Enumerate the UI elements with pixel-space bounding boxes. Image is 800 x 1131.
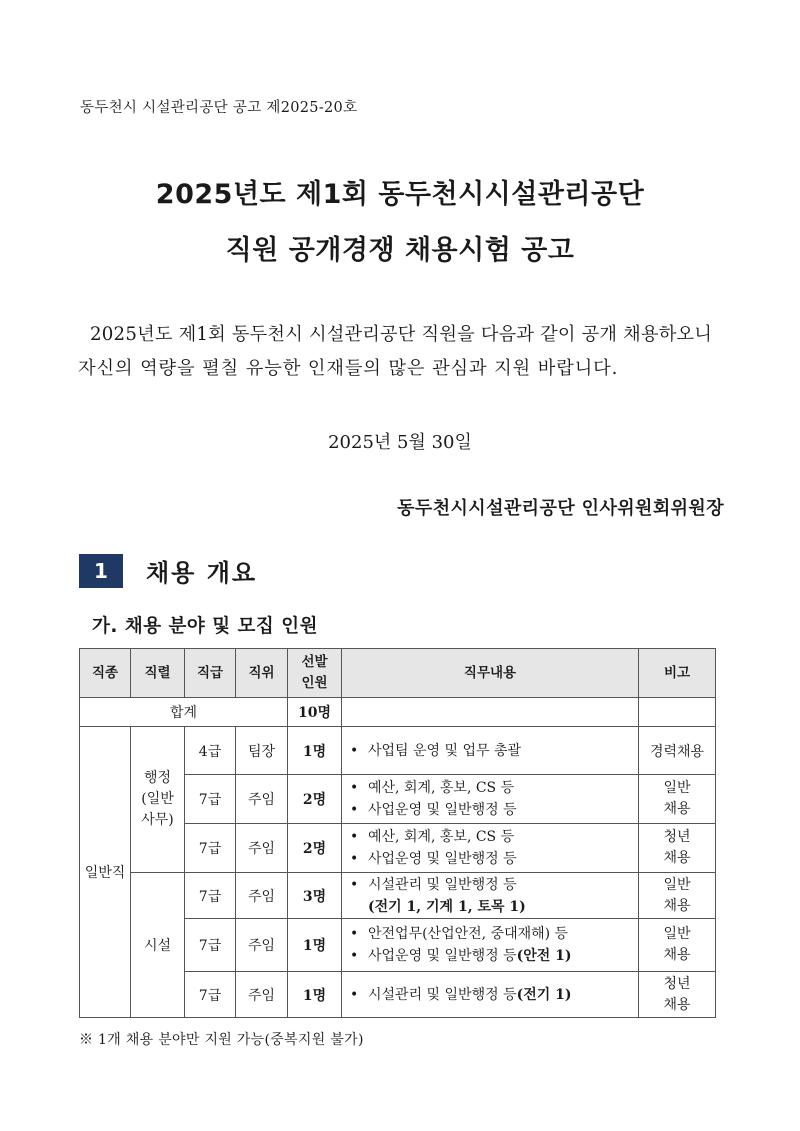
field-admin-cell [131, 727, 185, 873]
duties-cell [342, 972, 639, 1018]
bullet-icon: • [350, 742, 359, 759]
grade-cell: 7급 [185, 775, 236, 824]
bullet-icon: • [350, 802, 359, 818]
remarks-cell: 청년 채용 [639, 824, 716, 873]
position-cell: 주임 [236, 919, 288, 972]
intro-line2: 자신의 역량을 펼칠 유능한 인재들의 많은 관심과 지원 바랍니다. [78, 358, 619, 379]
duty-line: • 사업운영 및 일반행정 등(안전 1) [350, 945, 638, 967]
total-remarks-empty [639, 698, 716, 727]
duties-cell [342, 919, 639, 972]
bullet-icon: • [350, 851, 359, 867]
duty-line: • 사업운영 및 일반행정 등 [350, 799, 638, 821]
grade-cell: 7급 [185, 972, 236, 1018]
bullet-icon: • [350, 829, 359, 845]
header-position: 직위 [236, 649, 288, 698]
document-title-line2: 직원 공개경쟁 채용시험 공고 [225, 235, 575, 266]
position-cell: 주임 [236, 972, 288, 1018]
total-duties-empty [342, 698, 639, 727]
subsection-title: 가. 채용 분야 및 모집 인원 [92, 616, 318, 637]
duty-line: • 시설관리 및 일반행정 등(전기 1) [350, 984, 638, 1006]
duties-cell [342, 873, 639, 919]
position-cell: 주임 [236, 824, 288, 873]
section-number-badge: 1 [79, 554, 123, 588]
header-field: 직렬 [131, 649, 185, 698]
duty-line: (전기 1, 기계 1, 토목 1) [368, 898, 526, 915]
duty-line: • 시설관리 및 일반행정 등 [350, 874, 638, 896]
bullet-icon: • [350, 876, 359, 893]
remarks-cell: 경력채용 [639, 727, 716, 775]
field-admin-line1: 행정 [143, 770, 172, 786]
total-row [80, 698, 716, 727]
duty-line: • 사업운영 및 일반행정 등 [350, 848, 638, 870]
header-duties: 직무내용 [342, 649, 639, 698]
header-count [288, 649, 342, 698]
grade-cell: 4급 [185, 727, 236, 775]
grade-cell: 7급 [185, 873, 236, 919]
count-cell: 1명 [288, 919, 342, 972]
total-label: 합계 [80, 698, 288, 727]
bullet-icon: • [350, 780, 359, 796]
document-title-line1: 2025년도 제1회 동두천시시설관리공단 [155, 179, 645, 210]
section-title: 채용 개요 [146, 559, 258, 587]
remarks-cell: 청년 채용 [639, 972, 716, 1018]
field-facility-cell: 시설 [131, 873, 185, 1018]
field-admin-line2: (일반 [141, 791, 174, 807]
grade-cell: 7급 [185, 919, 236, 972]
header-remarks: 비고 [639, 649, 716, 698]
bullet-icon: • [350, 926, 359, 942]
duties-cell [342, 727, 639, 775]
header-count-line2: 인원 [301, 675, 328, 691]
duty-line: • 사업팀 운영 및 업무 총괄 [350, 740, 638, 762]
count-cell: 1명 [288, 727, 342, 775]
notice-number: 동두천시 시설관리공단 공고 제2025-20호 [80, 100, 358, 116]
position-cell: 주임 [236, 775, 288, 824]
header-count-line1: 선발 [301, 654, 328, 670]
header-grade: 직급 [185, 649, 236, 698]
intro-line1: 2025년도 제1회 동두천시 시설관리공단 직원을 다음과 같이 공개 채용하오니 [90, 324, 713, 345]
grade-cell: 7급 [185, 824, 236, 873]
table-row [80, 873, 716, 919]
footnote: ※ 1개 채용 분야만 지원 가능(중복지원 불가) [79, 1032, 364, 1048]
count-cell: 2명 [288, 824, 342, 873]
issuer: 동두천시시설관리공단 인사위원회위원장 [397, 498, 724, 519]
position-cell: 주임 [236, 873, 288, 919]
count-cell: 2명 [288, 775, 342, 824]
recruitment-table [79, 648, 716, 1018]
remarks-cell: 일반 채용 [639, 775, 716, 824]
category-cell: 일반직 [80, 727, 131, 1018]
position-cell: 팀장 [236, 727, 288, 775]
bullet-icon: • [350, 986, 359, 1003]
notice-date: 2025년 5월 30일 [328, 432, 472, 453]
total-count: 10명 [288, 698, 342, 727]
duty-line: • 예산, 회계, 홍보, CS 등 [350, 826, 638, 848]
duty-line: • 안전업무(산업안전, 중대재해) 등 [350, 923, 638, 945]
count-cell: 3명 [288, 873, 342, 919]
duties-cell [342, 775, 639, 824]
count-cell: 1명 [288, 972, 342, 1018]
remarks-cell: 일반 채용 [639, 873, 716, 919]
duties-cell [342, 824, 639, 873]
header-category: 직종 [80, 649, 131, 698]
remarks-cell: 일반 채용 [639, 919, 716, 972]
table-row [80, 727, 716, 775]
table-header-row [80, 649, 716, 698]
duty-line: • 예산, 회계, 홍보, CS 등 [350, 777, 638, 799]
bullet-icon: • [350, 948, 359, 964]
field-admin-line3: 사무) [141, 812, 174, 828]
